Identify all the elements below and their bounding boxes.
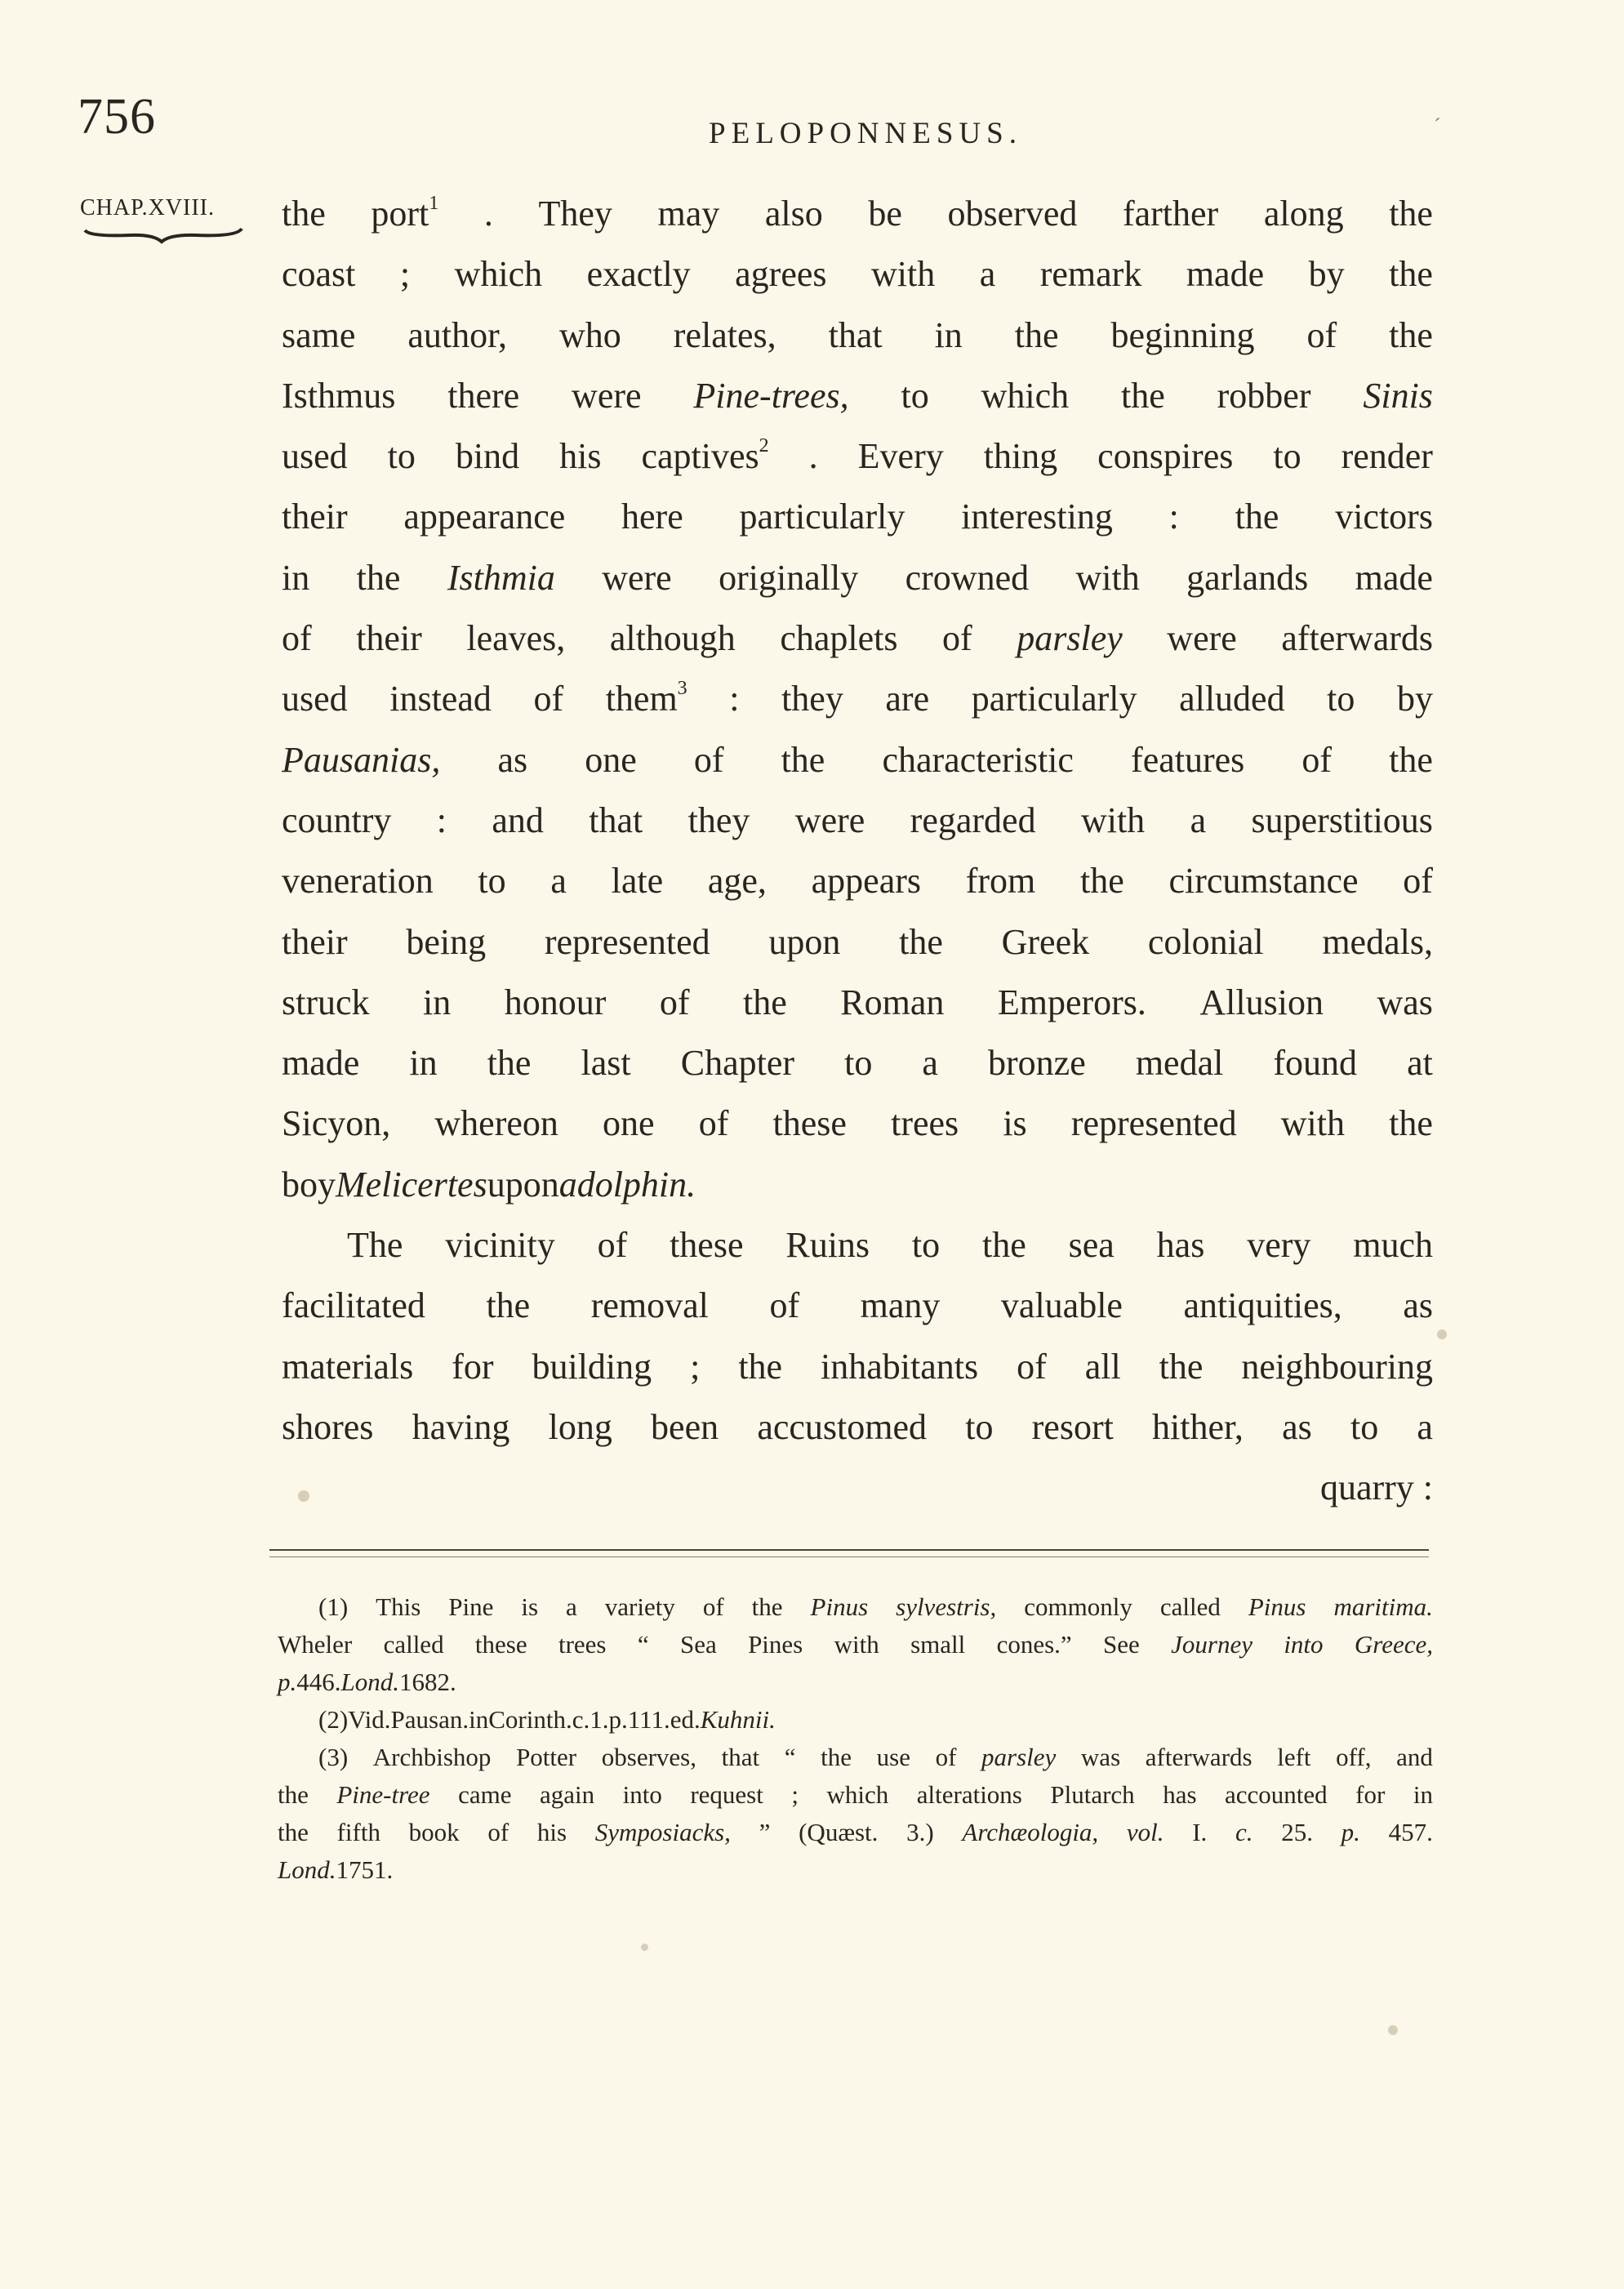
text-line: made in the last Chapter to a bronze medal found at [282,1043,1433,1084]
footnote-line: (1) This Pine is a variety of the Pinus sylvestris, commonly called Pinus maritima. [318,1592,1433,1621]
text-line: struck in honour of the Roman Emperors. Allusion was [282,982,1433,1022]
footnote-line: Wheler called these trees “ Sea Pines with small cones.” See Journey into Greece, [278,1630,1433,1659]
text-line: shores having long been accustomed to resort hither, as to a [282,1406,1433,1447]
paper-speck [641,1944,648,1951]
text-line: in the Isthmia were originally crowned with garlands made [282,557,1433,598]
footnote-line: (2) Vid. Pausan. in Corinth. c. 1. p. 111. ed. Kuhnii. [318,1705,776,1734]
text-line: country : and that they were regarded with a superstitious [282,799,1433,840]
paper-speck [1437,1329,1447,1339]
text-line: boy Melicertes upon a dolphin. [282,1164,696,1205]
text-line: the port$^1$ . They may also be observed farther along the [282,193,1433,234]
text-line: same author, who relates, that in the beginning of the [282,314,1433,355]
footnote-line: the fifth book of his Symposiacks, ” (Quæst. 3.) Archæologia, vol. I. c. 25. p. 457. [278,1818,1433,1846]
text-line: of their leaves, although chaplets of parsley were afterwards [282,618,1433,659]
text-line: used instead of them$^3$ : they are particularly alluded to by [282,678,1433,719]
footnotes [278,1588,1433,1889]
footnote-line: the Pine-tree came again into request ; which alterations Plutarch has accounted for in [278,1780,1433,1809]
paper-speck [1388,2025,1398,2035]
text-line: Isthmus there were Pine-trees, to which the robber Sinis [282,375,1433,416]
text-line: coast ; which exactly agrees with a remark made by the [282,254,1433,295]
body-text [282,184,1433,1458]
paper-speck [298,1490,309,1502]
page-number: 756 [78,89,156,145]
footnote-ref: 1 [429,193,439,214]
text-line: The vicinity of these Ruins to the sea has very much [347,1225,1433,1266]
text-line: used to bind his captives$^2$ . Every thing conspires to render [282,435,1433,477]
corner-mark: ´ [1434,114,1441,138]
footnote-line: (3) Archbishop Potter observes, that “ the use of parsley was afterwards left off, and [318,1743,1433,1771]
footnote-ref: 3 [677,678,687,700]
text-line: their being represented upon the Greek colonial medals, [282,921,1433,962]
text-line: Pausanias, as one of the characteristic features of the [282,739,1433,780]
text-line: Sicyon, whereon one of these trees is represented with the [282,1103,1433,1144]
text-line: veneration to a late age, appears from the circumstance of [282,861,1433,902]
footnote-rule [269,1549,1429,1551]
chapter-brace-icon [82,225,245,258]
footnote-ref: 2 [759,435,769,457]
footnote-rule-secondary [269,1556,1429,1557]
text-line: their appearance here particularly interesting : the victors [282,497,1433,537]
running-title: PELOPONNESUS. [709,117,1022,150]
catchword-line [282,1458,1433,1518]
footnote-line: p. 446. Lond. 1682. [278,1668,456,1696]
chapter-label: CHAP.XVIII. [80,195,215,220]
text-line: materials for building ; the inhabitants of all the neighbouring [282,1346,1433,1387]
footnote-line: Lond. 1751. [278,1855,394,1884]
text-line: facilitated the removal of many valuable antiquities, as [282,1285,1433,1326]
catchword: quarry : [1319,1467,1433,1507]
